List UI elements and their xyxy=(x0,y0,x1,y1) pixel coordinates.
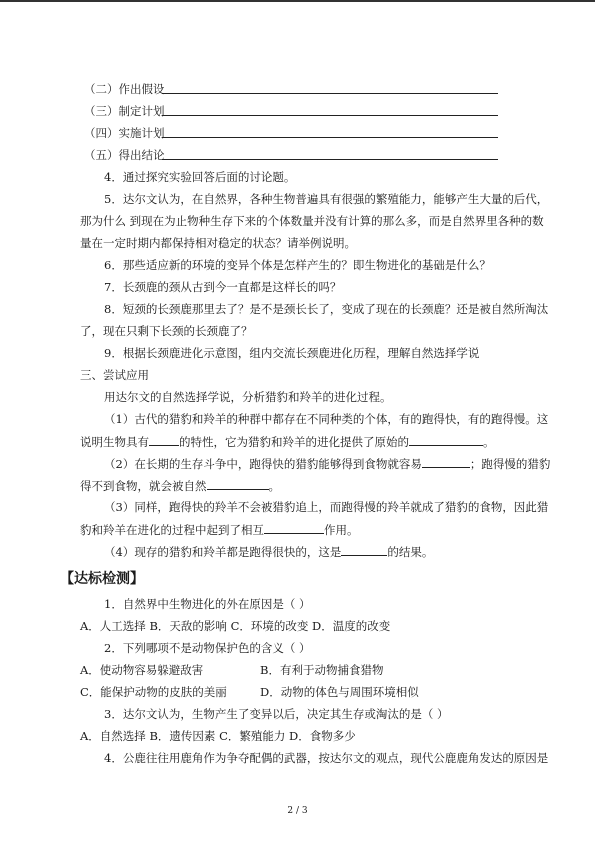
question-6: 6．那些适应新的环境的变异个体是怎样产生的？即生物进化的基础是什么？ xyxy=(104,258,491,272)
step-execute: （四）实施计划 xyxy=(84,126,165,140)
item-1: （1）古代的猎豹和羚羊的种群中都存在不同种类的个体，有的跑得快，有的跑得慢。这 xyxy=(104,412,549,426)
test-option-a: A．使动物容易躲避敌害 xyxy=(80,663,204,677)
application-intro: 用达尔文的自然选择学说，分析猎豹和羚羊的进化过程。 xyxy=(104,390,392,404)
test-option-c: C．能保护动物的皮肤的美丽 xyxy=(80,685,227,699)
answer-line xyxy=(162,115,498,116)
test-question-1-options: A．人工选择 B．天敌的影响 C．环境的改变 D．温度的改变 xyxy=(80,619,391,633)
answer-line xyxy=(162,137,498,138)
item-4: （4）现存的猎豹和羚羊都是跑得很快的，这是 的结果。 xyxy=(104,545,434,559)
question-8: 8．短颈的长颈鹿那里去了？是不是颈长长了，变成了现在的长颈鹿？还是被自然所淘汰 xyxy=(104,302,549,316)
top-border xyxy=(0,0,595,2)
item-3: （3）同样，跑得快的羚羊不会被猎豹追上，而跑得慢的羚羊就成了猎豹的食物，因此猎 xyxy=(104,500,549,514)
fill-blank[interactable] xyxy=(207,478,269,490)
answer-line xyxy=(162,93,498,94)
fill-blank[interactable] xyxy=(149,434,179,446)
section-heading: 三、尝试应用 xyxy=(80,368,149,382)
item-2: （2）在长期的生存斗争中，跑得快的猎豹能够得到食物就容易 ；跑得慢的猎豹 xyxy=(104,457,551,471)
question-5-cont: 那为什么 到现在为止物种生存下来的个体数量并没有计算的那么多，而是自然界里各种的数 xyxy=(80,214,544,228)
step-conclusion: （五）得出结论 xyxy=(84,148,165,162)
item-1-cont: 说明生物具有 的特性，它为猎豹和羚羊的进化提供了原始的 。 xyxy=(80,435,495,449)
answer-line xyxy=(162,159,498,160)
fill-blank[interactable] xyxy=(341,544,387,556)
test-option-b: B．有利于动物捕食猎物 xyxy=(260,663,384,677)
test-question-3: 3．达尔文认为，生物产生了变异以后，决定其生存或淘汰的是（ ） xyxy=(104,707,449,721)
test-question-4: 4．公鹿往往用鹿角作为争夺配偶的武器，按达尔文的观点，现代公鹿鹿角发达的原因是 xyxy=(104,751,549,765)
fill-blank[interactable] xyxy=(264,522,324,534)
question-4: 4．通过探究实验回答后面的讨论题。 xyxy=(104,170,296,184)
test-question-2: 2．下列哪项不是动物保护色的含义（ ） xyxy=(104,641,311,655)
question-8-cont: 了，现在只剩下长颈的长颈鹿了？ xyxy=(80,324,253,338)
test-option-d: D．动物的体色与周围环境相似 xyxy=(260,685,419,699)
question-7: 7．长颈鹿的颈从古到今一直都是这样长的吗？ xyxy=(104,280,342,294)
step-hypothesis: （二）作出假设 xyxy=(84,82,165,96)
page-number: 2 / 3 xyxy=(287,806,308,816)
question-9: 9．根据长颈鹿进化示意图，组内交流长颈鹿进化历程，理解自然选择学说 xyxy=(104,346,480,360)
fill-blank[interactable] xyxy=(409,434,483,446)
test-question-3-options: A．自然选择 B．遗传因素 C．繁殖能力 D．食物多少 xyxy=(80,729,356,743)
question-5-cont: 量在一定时期内都保持相对稳定的状态？请举例说明。 xyxy=(80,236,356,250)
step-plan: （三）制定计划 xyxy=(84,104,165,118)
item-2-cont: 得不到食物，就会被自然 。 xyxy=(80,479,280,493)
item-3-cont: 豹和羚羊在进化的过程中起到了相互 作用。 xyxy=(80,523,359,537)
fill-blank[interactable] xyxy=(422,456,470,468)
question-5: 5．达尔文认为，在自然界，各种生物普遍具有很强的繁殖能力，能够产生大量的后代， xyxy=(104,192,549,206)
test-heading: 【达标检测】 xyxy=(60,571,144,587)
test-question-1: 1．自然界中生物进化的外在原因是（ ） xyxy=(104,597,311,611)
